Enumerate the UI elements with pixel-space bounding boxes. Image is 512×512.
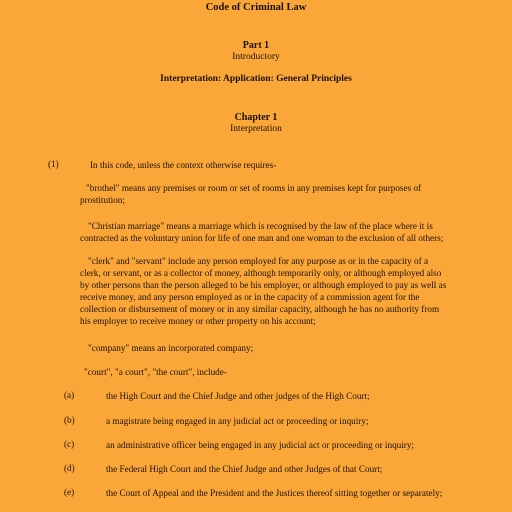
definition-christian-marriage-line-1: "Christian marriage" means a marriage which is recognised by the law of the place where it is [88, 221, 433, 231]
court-item-text: the High Court and the Chief Judge and other judges of the High Court; [106, 391, 370, 401]
court-item-label: (d) [64, 463, 75, 473]
definition-clerk-line-5: collection or disbursement of money or in any similar capacity, although he has no authority from [80, 304, 440, 314]
definition-clerk-line-2: clerk, or servant, or as a collector of money, although temporarily only, or although employed also [80, 268, 442, 278]
court-item-label: (a) [64, 390, 75, 400]
chapter-title: Chapter 1 [234, 112, 278, 123]
court-item-text: a magistrate being engaged in any judicial act or proceeding or inquiry; [106, 416, 369, 426]
definition-brothel-line-2: prostitution; [80, 195, 125, 205]
part-title: Part 1 [242, 40, 270, 51]
court-item-text: an administrative officer being engaged in any judicial act or proceeding or inquiry; [106, 440, 415, 450]
court-item-label: (c) [64, 439, 75, 449]
section-intro: In this code, unless the context otherwise requires- [90, 160, 277, 170]
part-subtitle: Introductory [232, 52, 280, 62]
interpretation-heading: Interpretation: Application: General Principles [160, 74, 352, 84]
section-number: (1) [48, 159, 59, 169]
definition-clerk-line-4: receive money, and any person employed as or in the capacity of a commission agent for the [80, 292, 420, 302]
court-item-label: (e) [64, 487, 75, 497]
definition-clerk-line-1: "clerk" and "servant" include any person employed for any purpose as or in the capacity of a [88, 256, 429, 266]
definition-company: "company" means an incorporated company; [88, 343, 254, 353]
definition-christian-marriage-line-2: contracted as the voluntary union for life of one man and one woman to the exclusion of all others; [80, 233, 444, 243]
chapter-subtitle: Interpretation [230, 124, 282, 134]
court-item-text: the Federal High Court and the Chief Judge and other Judges of that Court; [106, 464, 383, 474]
court-item-text: the Court of Appeal and the President and the Justices thereof sitting together or separately; [106, 488, 443, 498]
court-item-label: (b) [64, 415, 75, 425]
definition-court: "court", "a court", "the court", include- [84, 367, 227, 377]
definition-brothel-line-1: "brothel" means any premises or room or set of rooms in any premises kept for purposes of [86, 183, 422, 193]
definition-clerk-line-6: his employer to receive money or other property on his account; [80, 316, 316, 326]
document-title: Code of Criminal Law [205, 2, 307, 13]
definition-clerk-line-3: by other persons than the person alleged to be his employer, or although employed to pay as well as [80, 280, 447, 290]
